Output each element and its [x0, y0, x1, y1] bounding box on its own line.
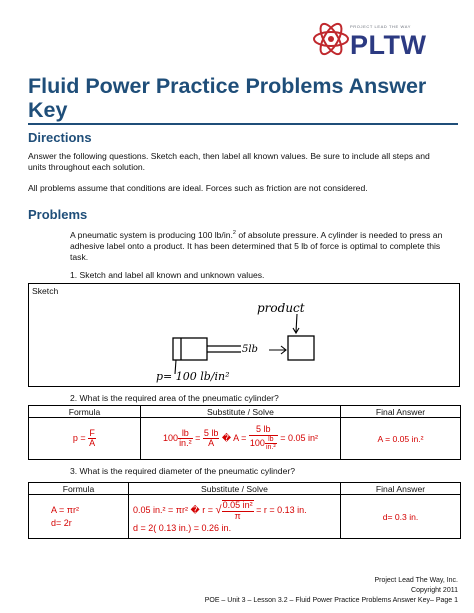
- header-answer: Final Answer: [341, 406, 461, 418]
- solve-line-2: d = 2( 0.13 in.) = 0.26 in.: [133, 522, 232, 533]
- problems-intro: [70, 228, 450, 263]
- formula-area: A = πr²: [51, 504, 79, 515]
- header-solve: Substitute / Solve: [141, 406, 341, 418]
- solve-line-1: 0.05 in.² = πr² � r = √ $\frac{\text{0.05 in²}}{\pi}$ = r = 0.13 in.: [133, 500, 307, 521]
- area-formula: [72, 427, 96, 448]
- footer-course: POE – Unit 3 – Lesson 3.2 – Fluid Power Practice Problems Answer Key– Page 1: [204, 597, 458, 604]
- area-solve-cell: [141, 418, 341, 460]
- arrow-glyph: �: [190, 504, 200, 515]
- label-product: product: [257, 301, 305, 315]
- pltw-logo: [312, 10, 462, 70]
- intro-text-a: A pneumatic system is producing 100 lb/in.: [70, 229, 233, 240]
- problems-heading: Problems: [28, 207, 88, 222]
- title-divider: [28, 123, 458, 125]
- label-force: 5lb: [242, 344, 258, 355]
- logo-tagline: PROJECT LEAD THE WAY: [350, 24, 411, 29]
- formula-denominator: A: [89, 438, 96, 448]
- label-pressure: p= 100 lb/in²: [156, 370, 230, 383]
- question-1: 1. Sketch and label all known and unknown values.: [70, 270, 265, 280]
- intro-superscript: 2: [232, 230, 236, 236]
- diameter-answer-table: [28, 482, 461, 539]
- header-formula: Formula: [29, 406, 141, 418]
- atom-icon: [312, 14, 350, 64]
- formula-diameter: d= 2r: [51, 517, 72, 528]
- directions-heading: Directions: [28, 130, 92, 145]
- footer-org: Project Lead The Way, Inc.: [374, 577, 458, 584]
- header-answer: Final Answer: [341, 483, 461, 495]
- question-3: 3. What is the required diameter of the pneumatic cylinder?: [70, 466, 295, 476]
- sketch-label: Sketch: [32, 286, 59, 296]
- area-substitution: 100 $\frac{lb}{\text{in.²}}$ = $\frac{5 lb}{A}$ � A = 5 lb 100 $\frac{lb}{\text{in.²}}$ = 0.05 in²: [163, 424, 318, 452]
- directions-paragraph-2: All problems assume that conditions are ideal. Forces such as friction are not considered.: [28, 183, 368, 193]
- area-formula-cell: [29, 418, 141, 460]
- area-answer-cell: A = 0.05 in.²: [341, 418, 461, 460]
- cylinder-sketch: [29, 284, 459, 386]
- arrow-glyph: �: [221, 432, 232, 443]
- sqrt-icon: √: [215, 503, 222, 516]
- header-formula: Formula: [29, 483, 129, 495]
- formula-numerator: F: [89, 427, 95, 438]
- header-solve: Substitute / Solve: [129, 483, 341, 495]
- logo-wordmark: PLTW: [350, 30, 427, 60]
- question-2: 2. What is the required area of the pneumatic cylinder?: [70, 393, 279, 403]
- intro-text-b: of absolute pressure. A cylinder is needed to press an adhesive label onto a product. It has been determined that 5 lb of force is optimal to complete this task.: [70, 229, 443, 262]
- footer-copyright: Copyright 2011: [411, 587, 458, 594]
- area-answer-table: [28, 405, 461, 460]
- diameter-answer-cell: d= 0.3 in.: [341, 495, 461, 539]
- page-title: Fluid Power Practice Problems Answer Key: [28, 74, 427, 122]
- formula-lhs: p =: [72, 432, 86, 443]
- diameter-formula-cell: [29, 495, 129, 539]
- directions-paragraph-1: Answer the following questions. Sketch each, then label all known values. Be sure to include all steps and units throughout each solution.: [28, 151, 430, 172]
- sketch-box: [28, 283, 460, 387]
- diameter-solve-cell: [129, 495, 341, 539]
